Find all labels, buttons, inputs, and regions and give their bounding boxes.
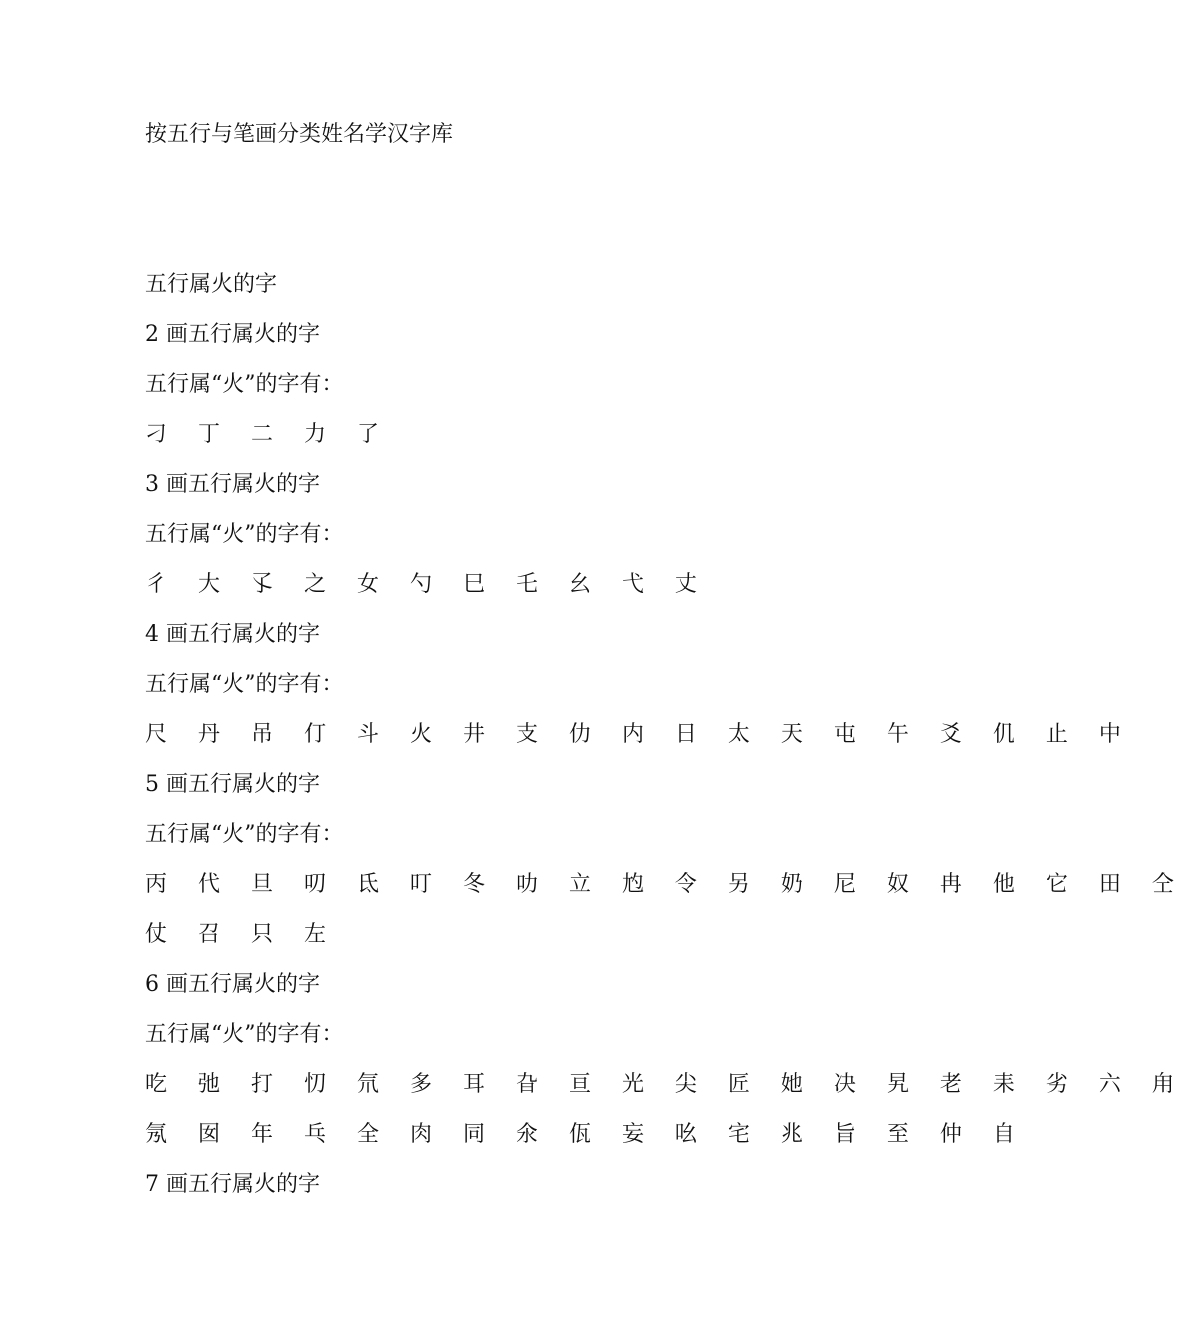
stroke-7-heading: 7 画五行属火的字 [145,1172,320,1197]
stroke-2-heading: 2 画五行属火的字 [145,322,320,347]
stroke-3-characters: 彳 大 孓 之 女 勺 巳 乇 幺 弋 丈 [145,572,709,597]
stroke-4-label: 五行属“火”的字有： [145,672,344,697]
stroke-3-label: 五行属“火”的字有： [145,522,344,547]
stroke-6-label: 五行属“火”的字有： [145,1022,344,1047]
stroke-4-heading: 4 画五行属火的字 [145,622,320,647]
stroke-2-characters: 刁 丁 二 力 了 [145,422,391,447]
stroke-6-characters-row-2: 氖 囡 年 乓 全 肉 同 氽 佤 妄 吆 宅 兆 旨 至 仲 自 [145,1122,1027,1147]
stroke-6-heading: 6 画五行属火的字 [145,972,320,997]
stroke-5-heading: 5 画五行属火的字 [145,772,320,797]
stroke-5-characters-row-1: 丙 代 旦 叨 氐 叮 冬 叻 立 尥 令 另 奶 尼 奴 冉 他 它 田 仝 [145,872,1186,897]
stroke-5-characters-row-2: 仗 召 只 左 [145,922,338,947]
stroke-4-characters: 尺 丹 吊 仃 斗 火 井 支 仂 内 日 太 天 屯 午 爻 仉 止 中 [145,722,1133,747]
document-title: 按五行与笔画分类姓名学汉字库 [145,122,454,147]
stroke-3-heading: 3 画五行属火的字 [145,472,320,497]
stroke-2-label: 五行属“火”的字有： [145,372,344,397]
stroke-5-label: 五行属“火”的字有： [145,822,344,847]
section-title: 五行属火的字 [145,272,278,297]
stroke-6-characters-row-1: 吃 弛 打 忉 氘 多 耳 旮 亘 光 尖 匠 她 决 旯 老 耒 劣 六 甪 [145,1072,1186,1097]
